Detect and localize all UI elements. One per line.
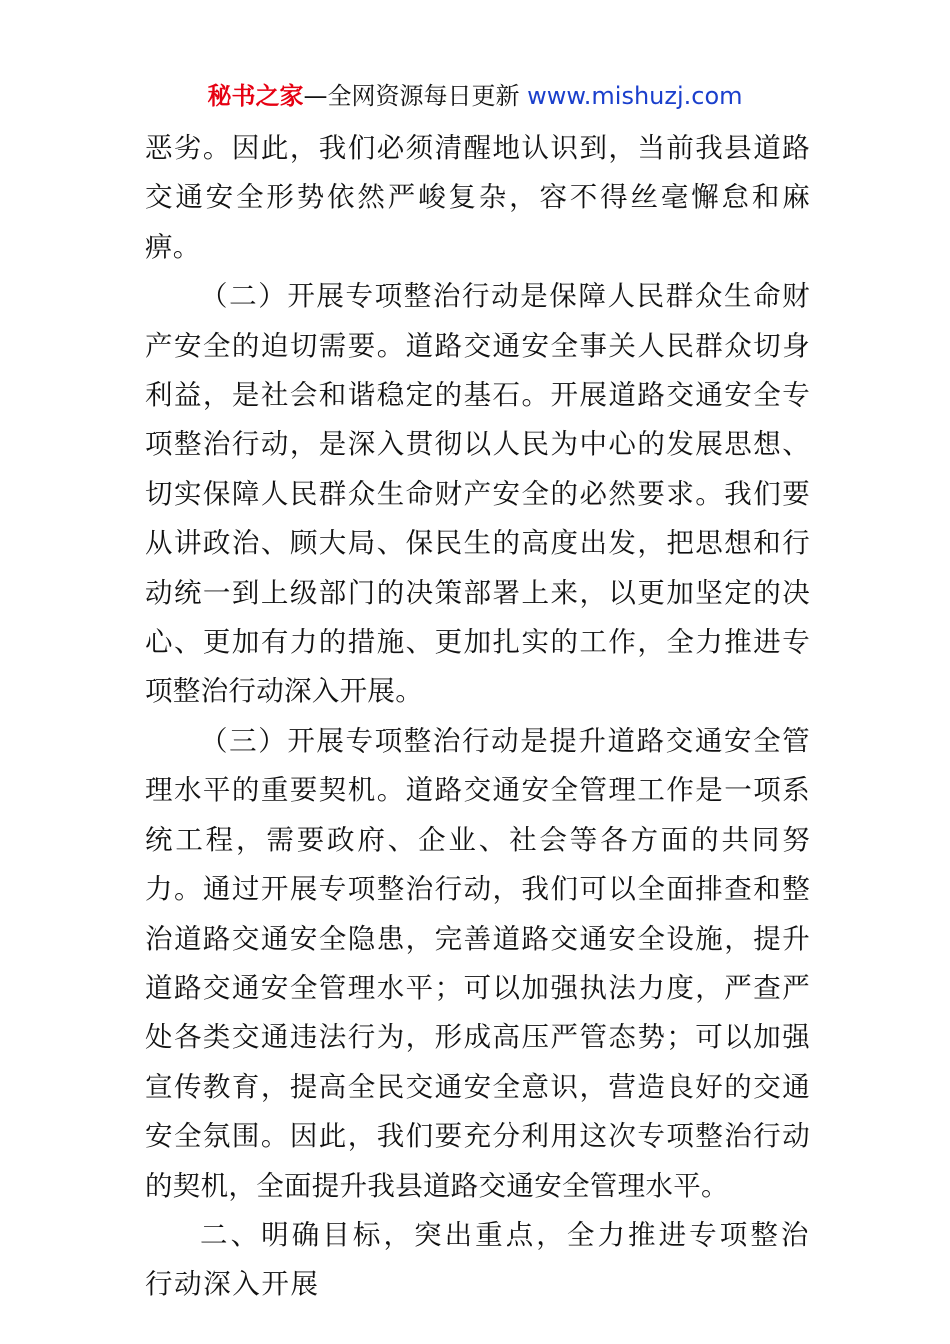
site-header bbox=[0, 80, 950, 112]
site-url: www.mishuzj.com bbox=[527, 82, 743, 110]
paragraph-point-three: （三）开展专项整治行动是提升道路交通安全管理水平的重要契机。道路交通安全管理工作是一项系统工程，需要政府、企业、社会等各方面的共同努力。通过开展专项整治行动，我们可以全面排查和整治道路交通安全隐患，完善道路交通安全设施，提升道路交通安全管理水平；可以加强执法力度，严查严处各类交通违法行为，形成高压严管态势；可以加强宣传教育，提高全民交通安全意识，营造良好的交通安全氛围。因此，我们要充分利用这次专项整治行动的契机，全面提升我县道路交通安全管理水平。 bbox=[145, 724, 810, 1202]
header-tagline: —全网资源每日更新 bbox=[303, 82, 528, 110]
paragraph-point-two: （二）开展专项整治行动是保障人民群众生命财产安全的迫切需要。道路交通安全事关人民群众切身利益，是社会和谐稳定的基石。开展道路交通安全专项整治行动，是深入贯彻以人民为中心的发展思想、切实保障人民群众生命财产安全的必然要求。我们要从讲政治、顾大局、保民生的高度出发，把思想和行动统一到上级部门的决策部署上来，以更加坚定的决心、更加有力的措施、更加扎实的工作，全力推进专项整治行动深入开展。 bbox=[145, 280, 810, 708]
section-heading-two: 二、明确目标，突出重点，全力推进专项整治行动深入开展 bbox=[145, 1218, 810, 1301]
paragraph-continuation: 恶劣。因此，我们必须清醒地认识到，当前我县道路交通安全形势依然严峻复杂，容不得丝毫懈怠和麻痹。 bbox=[145, 132, 810, 263]
document-body bbox=[145, 124, 810, 1310]
brand-name: 秘书之家 bbox=[207, 82, 304, 110]
